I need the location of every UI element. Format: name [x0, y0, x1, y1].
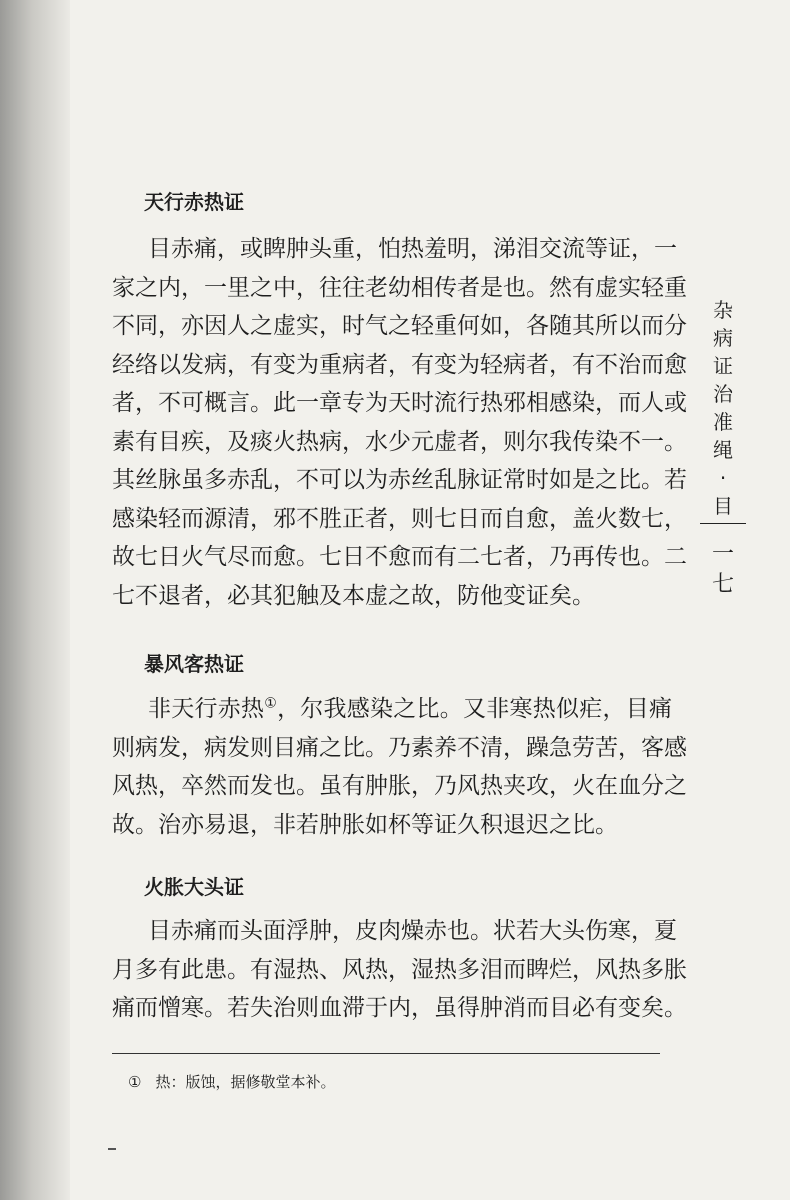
section-paragraph: [112, 690, 687, 844]
page-number: [708, 540, 738, 600]
text-line: 感染轻而源清，邪不胜正者，则七日而自愈，盖火数七，: [112, 505, 687, 532]
text-line: 经络以发病，有变为重病者，有变为轻病者，有不治而愈: [112, 351, 687, 378]
footnote-mark: ①: [128, 1073, 142, 1091]
running-title-char: ·: [719, 466, 727, 490]
text-line: 故。治亦易退，非若肿胀如杯等证久积退迟之比。: [112, 811, 618, 838]
page-number-char: 一: [711, 542, 734, 567]
running-title-char: 证: [713, 354, 733, 378]
footnote-rule: [112, 1053, 660, 1054]
footnote-marker: ①: [264, 695, 278, 712]
text-line: 家之内，一里之中，往往老幼相传者是也。然有虚实轻重: [112, 274, 687, 301]
running-title-rule: [700, 523, 746, 524]
running-title: [708, 296, 738, 520]
text-line: 故七日火气尽而愈。七日不愈而有二七者，乃再传也。二: [112, 544, 687, 570]
text-line: 目赤痛，或睥肿头重，怕热羞明，涕泪交流等证，一: [148, 236, 677, 262]
page-number-char: 七: [711, 572, 734, 597]
text-segment: 非天行赤热: [148, 696, 265, 722]
section-paragraph: [112, 230, 687, 615]
text-line: 目赤痛而头面浮肿，皮肉燥赤也。状若大头伤寒，夏: [148, 918, 677, 944]
running-title-char: 准: [713, 410, 733, 434]
section-paragraph: [112, 912, 687, 1028]
text-line: [112, 690, 672, 729]
text-line: 则病发，病发则目痛之比。乃素养不清，躁急劳苦，客感: [112, 734, 687, 761]
text-line: 风热，卒然而发也。虽有肿胀，乃风热夹攻，火在血分之: [112, 773, 687, 799]
book-gutter-shadow: [0, 0, 70, 1200]
section-heading: 天行赤热证: [144, 190, 244, 214]
running-title-char: 治: [713, 382, 733, 406]
text-line: 其丝脉虽多赤乱，不可以为赤丝乱脉证常时如是之比。若: [112, 467, 687, 493]
section-heading: 暴风客热证: [144, 652, 244, 676]
text-line: 不同，亦因人之虚实，时气之轻重何如，各随其所以而分: [112, 313, 687, 339]
text-segment: ，尔我感染之比。又非寒热似疟，目痛: [277, 696, 673, 722]
bleed-through-text: [508, 182, 514, 203]
running-title-char: 病: [713, 326, 733, 350]
running-title-char: 目: [713, 494, 733, 518]
text-line: 痛而憎寒。若失治则血滞于内，虽得肿消而目必有变矣。: [112, 995, 687, 1021]
text-line: 七不退者，必其犯触及本虚之故，防他变证矣。: [112, 582, 595, 609]
running-title-char: 杂: [713, 298, 733, 322]
text-line: 素有目疾，及痰火热病，水少元虚者，则尔我传染不一。: [112, 428, 687, 455]
footnote: [128, 1071, 335, 1092]
section-heading: 火胀大头证: [144, 875, 244, 899]
text-line: 者，不可概言。此一章专为天时流行热邪相感染，而人或: [112, 390, 687, 416]
running-title-char: 绳: [713, 438, 733, 462]
footnote-text: 热：版蚀，据修敬堂本补。: [155, 1073, 336, 1091]
page-mark: [108, 1148, 116, 1150]
text-line: 月多有此患。有湿热、风热，湿热多泪而睥烂，风热多胀: [112, 956, 687, 983]
